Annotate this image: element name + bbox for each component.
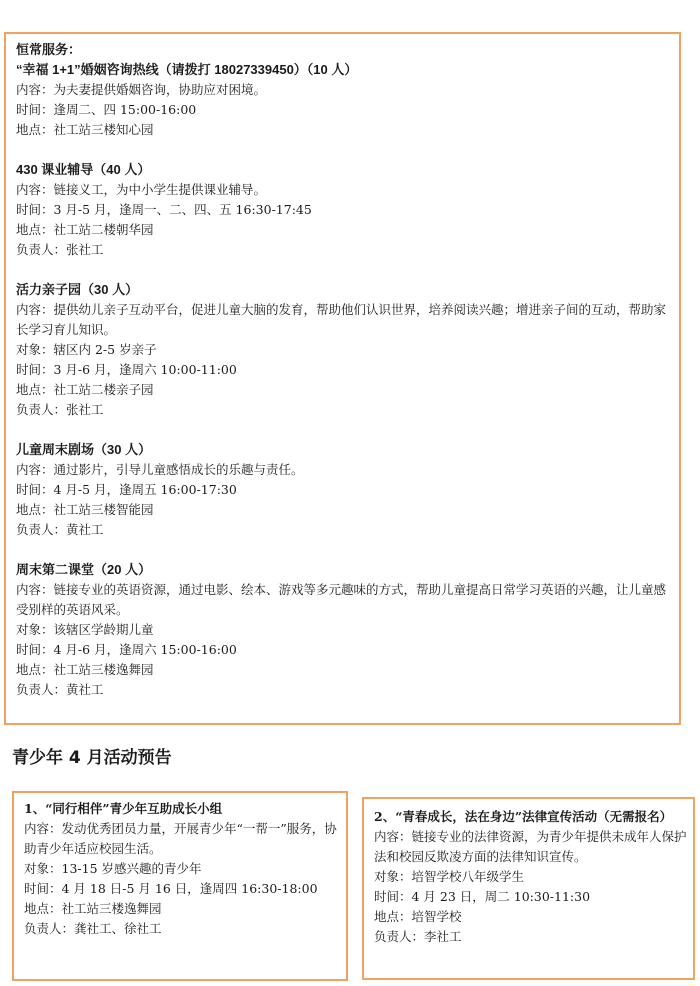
activity-owner: 负责人：龚社工、徐社工 — [24, 921, 162, 936]
service-weekend-class — [16, 560, 671, 700]
service-owner: 负责人：黄社工 — [16, 682, 104, 697]
service-location: 地点：社工站二楼亲子园 — [16, 382, 154, 397]
service-target: 对象：该辖区学龄期儿童 — [16, 622, 154, 637]
activity-owner: 负责人：李社工 — [374, 929, 462, 944]
service-location: 地点：社工站三楼知心园 — [16, 122, 154, 137]
activity-location: 地点：培智学校 — [374, 909, 462, 924]
service-hotline — [16, 60, 671, 140]
regular-services-header: 恒常服务： — [16, 42, 82, 57]
service-title: 430 课业辅导（40 人） — [16, 162, 151, 177]
service-location: 地点：社工站三楼逸舞园 — [16, 662, 154, 677]
service-target: 对象：辖区内 2-5 岁亲子 — [16, 342, 157, 357]
activity-target: 对象：13-15 岁感兴趣的青少年 — [24, 861, 202, 876]
activity-content: 内容：发动优秀团员力量，开展青少年“一帮一”服务，协助青少年适应校园生活。 — [24, 821, 337, 856]
service-time: 时间：4 月-5 月，逢周五 16:00-17:30 — [16, 482, 237, 497]
service-time: 时间：3 月-6 月，逢周六 10:00-11:00 — [16, 362, 237, 377]
service-owner: 负责人：张社工 — [16, 242, 104, 257]
service-time: 时间：4 月-6 月，逢周六 15:00-16:00 — [16, 642, 237, 657]
youth-activity-2-box — [362, 797, 695, 980]
regular-services-box — [4, 32, 681, 725]
service-title: 儿童周末剧场（30 人） — [16, 442, 152, 457]
activity-time: 时间：4 月 23 日，周二 10:30-11:30 — [374, 889, 591, 904]
activity-title: 1、“同行相伴”青少年互助成长小组 — [24, 801, 223, 816]
activity-target: 对象：培智学校八年级学生 — [374, 869, 525, 884]
service-parent-child — [16, 280, 671, 420]
service-homework — [16, 160, 671, 260]
service-owner: 负责人：张社工 — [16, 402, 104, 417]
activity-title: 2、“青春成长，法在身边”法律宣传活动（无需报名） — [374, 809, 673, 824]
service-time: 时间：逢周二、四 15:00-16:00 — [16, 102, 197, 117]
service-content: 内容：通过影片，引导儿童感悟成长的乐趣与责任。 — [16, 462, 304, 477]
activity-content: 内容：链接专业的法律资源，为青少年提供未成年人保护法和校园反欺凌方面的法律知识宣传。 — [374, 829, 687, 864]
youth-activity-1-box — [12, 791, 348, 981]
service-owner: 负责人：黄社工 — [16, 522, 104, 537]
service-location: 地点：社工站二楼朝华园 — [16, 222, 154, 237]
activity-location: 地点：社工站三楼逸舞园 — [24, 901, 162, 916]
service-content: 内容：链接专业的英语资源，通过电影、绘本、游戏等多元趣味的方式，帮助儿童提高日常学习英语的兴趣，让儿童感受别样的英语风采。 — [16, 582, 667, 617]
service-title: 周末第二课堂（20 人） — [16, 562, 152, 577]
service-title: 活力亲子园（30 人） — [16, 282, 139, 297]
service-content: 内容：为夫妻提供婚姻咨询，协助应对困境。 — [16, 82, 267, 97]
service-weekend-theater — [16, 440, 671, 540]
service-location: 地点：社工站三楼智能园 — [16, 502, 154, 517]
service-content: 内容：提供幼儿亲子互动平台，促进儿童大脑的发育，帮助他们认识世界，培养阅读兴趣；增进亲子间的互动，帮助家长学习育儿知识。 — [16, 302, 667, 337]
service-content: 内容：链接义工，为中小学生提供课业辅导。 — [16, 182, 267, 197]
service-title: “幸福 1+1”婚姻咨询热线（请拨打 18027339450）（10 人） — [16, 62, 358, 77]
activity-time: 时间：4 月 18 日-5 月 16 日，逢周四 16:30-18:00 — [24, 881, 318, 896]
service-time: 时间：3 月-5 月，逢周一、二、四、五 16:30-17:45 — [16, 202, 312, 217]
youth-section-heading: 青少年 4 月活动预告 — [12, 748, 172, 768]
